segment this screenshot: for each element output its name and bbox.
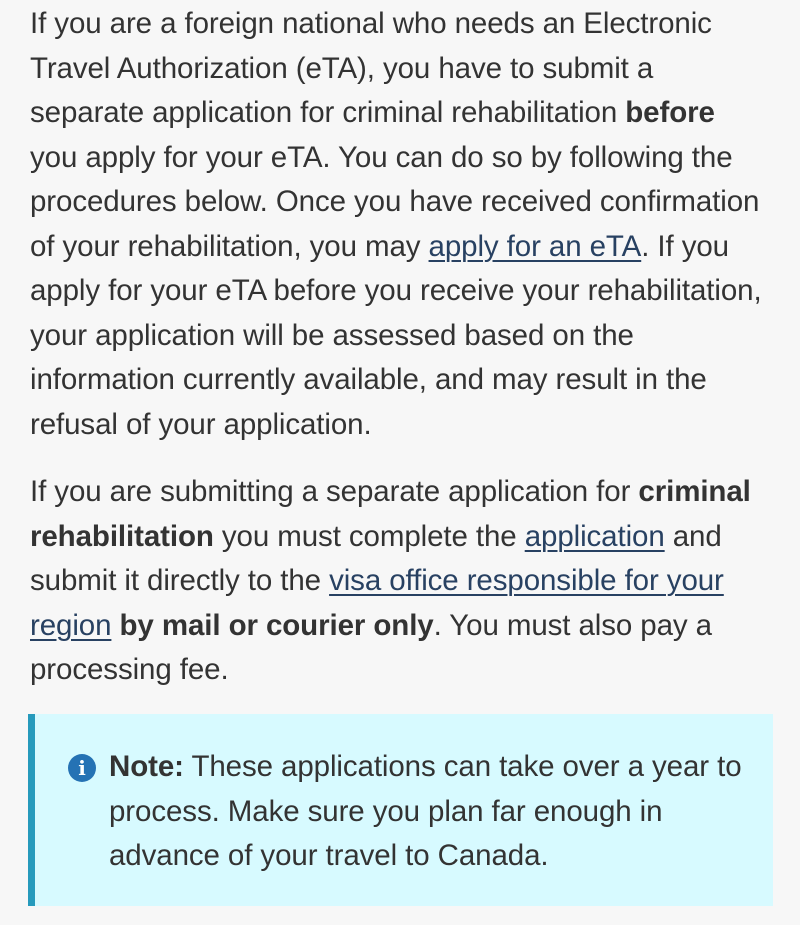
visa-office-link[interactable]: visa office responsible for your region xyxy=(30,564,724,642)
paragraph1-end: . If you apply for your eTA before you receive your rehabilitation, your application will be assessed based on the information currently available, and may result in the refusal of your application. xyxy=(30,229,762,441)
paragraph2-end: . You must also pay a processing fee. xyxy=(30,608,712,686)
info-icon: i xyxy=(68,754,96,782)
mail-or-courier-emphasis: by mail or courier only xyxy=(119,608,434,642)
note-text xyxy=(109,745,759,879)
before-emphasis: before xyxy=(625,96,715,129)
processing-time-note xyxy=(28,714,773,906)
submission-instructions-paragraph xyxy=(30,470,770,693)
paragraph2-middle2: and submit it directly to the xyxy=(30,519,722,597)
note-label: Note: xyxy=(109,750,184,783)
apply-for-eta-link[interactable]: apply for an eTA xyxy=(428,229,642,263)
paragraph2-middle1: you must complete the xyxy=(213,519,525,553)
application-link[interactable]: application xyxy=(524,519,665,553)
criminal-rehabilitation-emphasis: criminal rehabilitation xyxy=(30,475,751,553)
note-body: These applications can take over a year to process. Make sure you plan far enough in advance of your travel to Canada. xyxy=(109,750,742,872)
paragraph1-middle: you apply for your eTA. You can do so by following the procedures below. Once you have received confirmation of your rehabilitation, you may xyxy=(30,140,760,263)
eta-rehabilitation-paragraph xyxy=(30,2,770,447)
paragraph1-intro: If you are a foreign national who needs an Electronic Travel Authorization (eTA), you have to submit a separate application for criminal rehabilitation xyxy=(30,7,712,129)
paragraph2-space xyxy=(111,609,119,642)
paragraph2-intro: If you are submitting a separate application for xyxy=(30,475,639,508)
